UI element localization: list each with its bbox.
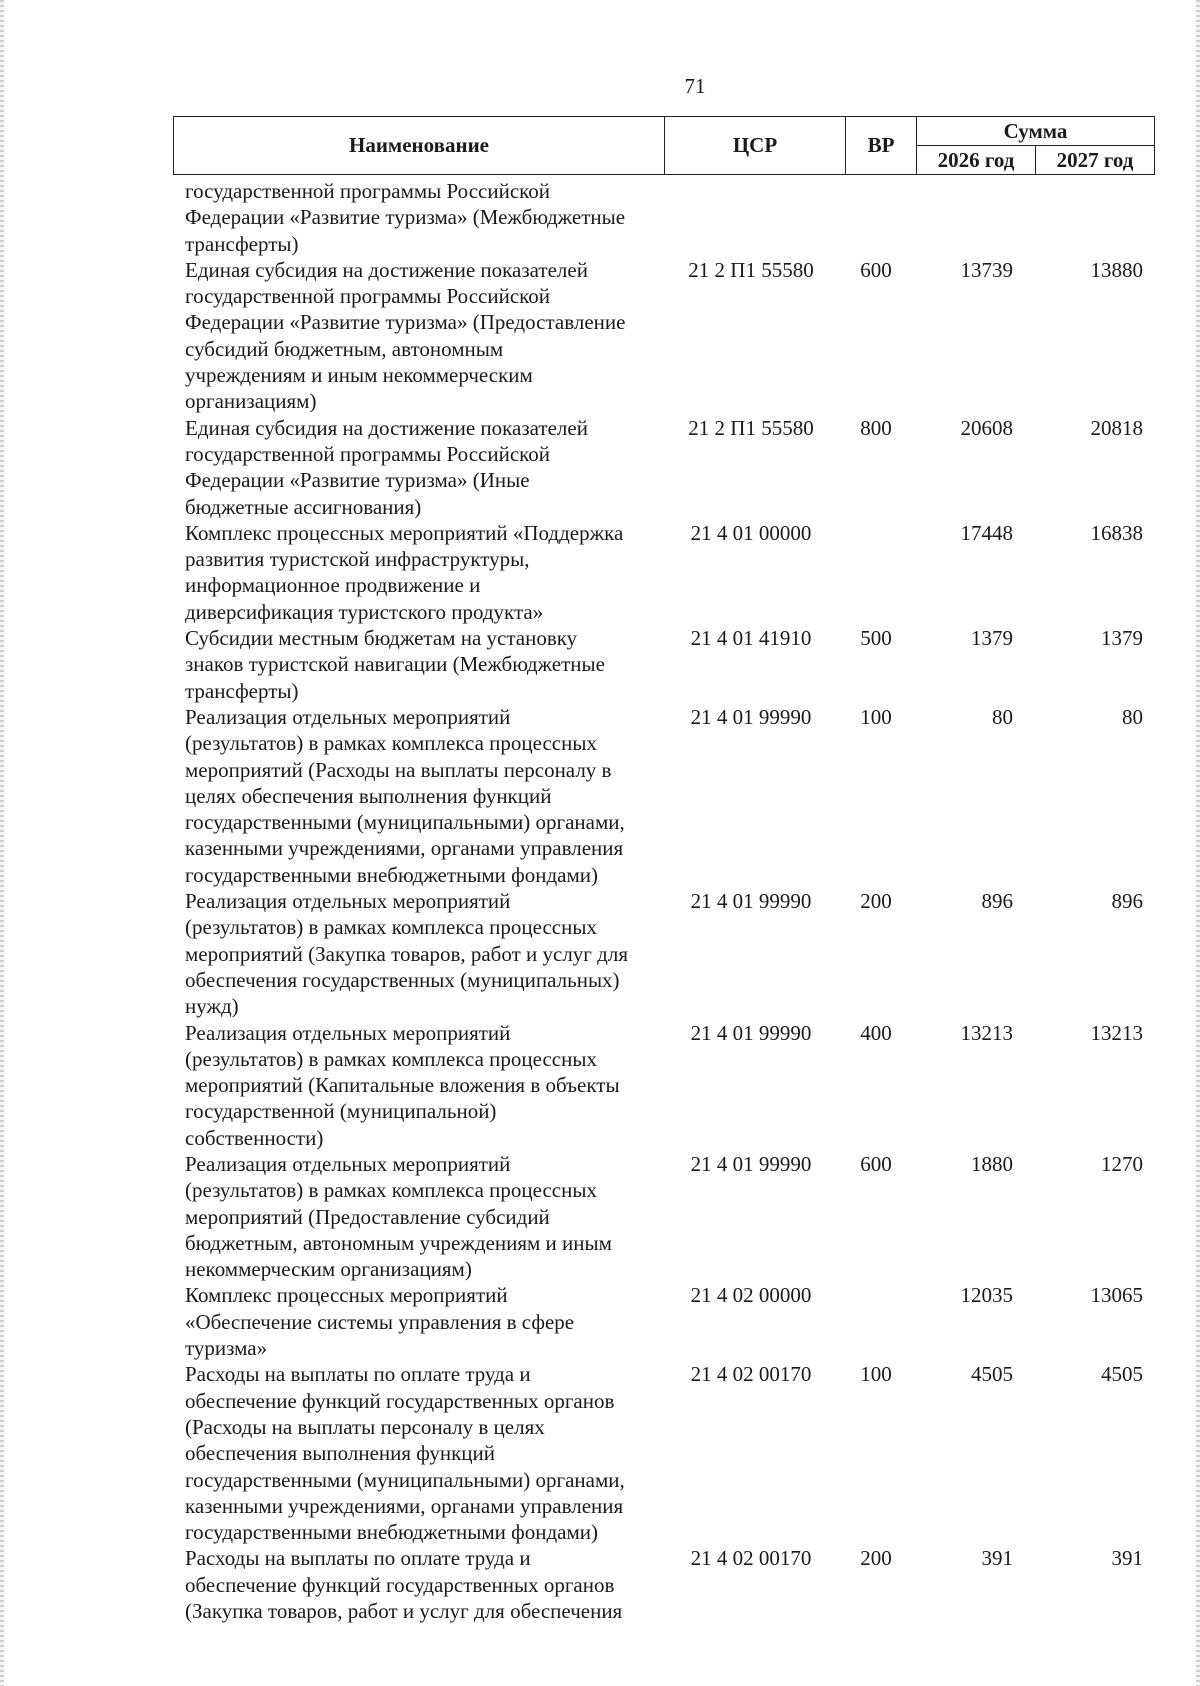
row-name-line: мероприятий (Капитальные вложения в объекты [185,1073,620,1098]
row-vr: 500 [860,626,892,651]
row-vr: 600 [860,257,892,282]
row-name-line: мероприятий (Закупка товаров, работ и услуг для [185,941,628,966]
row-sum-2026: 896 [981,889,1013,914]
row-csr: 21 2 П1 55580 [688,415,814,440]
row-sum-2026: 12035 [960,1283,1013,1308]
row-sum-2027: 391 [1111,1546,1143,1571]
row-name-line: мероприятий (Предоставление субсидий [185,1204,550,1229]
row-name [173,1020,661,1151]
table-row [173,520,1155,625]
row-name [173,415,661,520]
row-name-line: мероприятий (Расходы на выплаты персоналу в [185,757,612,782]
row-csr: 21 4 01 99990 [690,1020,812,1045]
row-name-line: Реализация отдельных мероприятий [185,889,511,914]
row-csr: 21 4 01 99990 [690,889,812,914]
table-row [173,415,1155,520]
row-csr: 21 4 02 00170 [690,1546,812,1571]
row-sum-2027: 1379 [1101,626,1143,651]
row-vr: 200 [860,1546,892,1571]
table-row [173,178,1155,257]
row-name-line: бюджетным, автономным учреждениям и иным [185,1230,612,1255]
row-sum-2027: 80 [1122,704,1143,729]
row-csr [661,178,841,257]
row-name-line: обеспечения выполнения функций [185,1441,496,1466]
row-sum-2026: 1880 [971,1151,1013,1176]
row-sum-2027: 13880 [1090,257,1143,282]
row-name-line: собственности) [185,1125,324,1150]
row-sum-2026: 4505 [971,1362,1013,1387]
row-name-line: (Закупка товаров, работ и услуг для обеспечения [185,1599,623,1624]
row-sum-2026 [911,178,1031,257]
row-name-line: учреждениям и иным некоммерческим [185,363,533,388]
table-row [173,257,1155,415]
row-vr [841,178,911,257]
row-sum-2026: 80 [992,704,1013,729]
row-sum-2027 [1031,178,1153,257]
row-name-line: (результатов) в рамках комплекса процессных [185,915,597,940]
row-name [173,1361,661,1545]
header-vr: ВР [846,117,917,175]
table-row [173,704,1155,888]
row-csr: 21 4 01 99990 [690,704,812,729]
row-sum-2026: 13739 [960,257,1013,282]
row-name-line: Федерации «Развитие туризма» (Межбюджетные [185,205,626,230]
scan-edge-right [1196,0,1200,1686]
row-name-line: казенными учреждениями, органами управления [185,1493,624,1518]
row-sum-2027: 13213 [1090,1020,1143,1045]
row-name-line: государственной программы Российской [185,441,551,466]
row-vr: 200 [860,889,892,914]
table-row [173,1282,1155,1361]
row-vr [841,520,911,625]
row-name-line: государственной программы Российской [185,284,551,309]
row-csr: 21 4 01 41910 [690,626,812,651]
row-sum-2027: 1270 [1101,1151,1143,1176]
row-name-line: государственными (муниципальными) органами, [185,1467,625,1492]
row-sum-2026: 391 [981,1546,1013,1571]
row-name-line: (результатов) в рамках комплекса процессных [185,731,597,756]
row-name-line: Единая субсидия на достижение показателей [185,257,588,282]
row-name-line: государственными внебюджетными фондами) [185,862,599,887]
row-name-line: Расходы на выплаты по оплате труда и [185,1546,531,1571]
header-csr: ЦСР [665,117,846,175]
row-name-line: Федерации «Развитие туризма» (Предоставление [185,310,626,335]
row-name-line: Федерации «Развитие туризма» (Иные [185,468,530,493]
row-sum-2027: 20818 [1090,415,1143,440]
row-csr: 21 4 02 00170 [690,1362,812,1387]
row-name-line: обеспечение функций государственных органов [185,1388,615,1413]
table-header [173,116,1155,175]
row-name-line: трансферты) [185,231,299,256]
scan-edge-left [0,0,4,1686]
row-name [173,888,661,1019]
row-name-line: (Расходы на выплаты персоналу в целях [185,1414,545,1439]
row-name-line: государственной программы Российской [185,179,551,203]
row-name-line: обеспечение функций государственных органов [185,1572,615,1597]
row-name-line: знаков туристской навигации (Межбюджетные [185,652,605,677]
row-name-line: нужд) [185,994,239,1019]
row-name [173,625,661,704]
row-csr: 21 2 П1 55580 [688,257,814,282]
row-name-line: Комплекс процессных мероприятий [185,1283,508,1308]
row-sum-2026: 1379 [971,626,1013,651]
row-name-line: (результатов) в рамках комплекса процессных [185,1046,597,1071]
header-sum: Сумма [917,117,1155,146]
row-vr: 100 [860,1362,892,1387]
row-name-line: государственной (муниципальной) [185,1099,497,1124]
row-vr: 800 [860,415,892,440]
table-row [173,1151,1155,1282]
table-row [173,625,1155,704]
row-name [173,1282,661,1361]
row-csr: 21 4 02 00000 [690,1283,812,1308]
row-name-line: Реализация отдельных мероприятий [185,704,511,729]
row-name-line: информационное продвижение и [185,573,481,598]
row-sum-2026: 13213 [960,1020,1013,1045]
row-name [173,1545,661,1624]
table-row [173,888,1155,1019]
row-name-line: Расходы на выплаты по оплате труда и [185,1362,531,1387]
row-vr [841,1282,911,1361]
row-name-line: трансферты) [185,678,299,703]
row-name-line: туризма» [185,1336,268,1361]
row-name [173,704,661,888]
row-name-line: некоммерческим организациям) [185,1257,472,1282]
row-name [173,178,661,257]
row-sum-2027: 16838 [1090,520,1143,545]
row-name-line: государственными внебюджетными фондами) [185,1520,599,1545]
row-csr: 21 4 01 99990 [690,1151,812,1176]
row-name-line: обеспечения государственных (муниципальных) [185,967,620,992]
row-name-line: Субсидии местным бюджетам на установку [185,626,578,651]
table-row [173,1020,1155,1151]
row-name [173,257,661,415]
row-name-line: целях обеспечения выполнения функций [185,783,552,808]
row-name-line: бюджетные ассигнования) [185,494,422,519]
row-sum-2027: 4505 [1101,1362,1143,1387]
row-name-line: субсидий бюджетным, автономным [185,336,504,361]
row-vr: 600 [860,1151,892,1176]
row-name-line: государственными (муниципальными) органами, [185,810,625,835]
table-row [173,1361,1155,1545]
row-name-line: «Обеспечение системы управления в сфере [185,1309,575,1334]
table-body [173,178,1155,1624]
row-sum-2026: 20608 [960,415,1013,440]
row-vr: 400 [860,1020,892,1045]
row-csr: 21 4 01 00000 [690,520,812,545]
row-name [173,520,661,625]
row-name-line: Комплекс процессных мероприятий «Поддержка [185,520,624,545]
page-number: 71 [684,74,706,98]
row-name-line: (результатов) в рамках комплекса процессных [185,1178,597,1203]
row-name-line: казенными учреждениями, органами управления [185,836,624,861]
row-sum-2027: 896 [1111,889,1143,914]
row-name-line: организациям) [185,389,317,414]
row-name-line: Реализация отдельных мероприятий [185,1020,511,1045]
table-row [173,1545,1155,1624]
row-name-line: развития туристской инфраструктуры, [185,547,530,572]
header-year-2026: 2026 год [917,146,1036,175]
row-sum-2026: 17448 [960,520,1013,545]
header-year-2027: 2027 год [1036,146,1155,175]
row-name-line: диверсификация туристского продукта» [185,599,544,624]
row-vr: 100 [860,704,892,729]
row-name-line: Реализация отдельных мероприятий [185,1151,511,1176]
row-sum-2027: 13065 [1090,1283,1143,1308]
row-name [173,1151,661,1282]
header-name: Наименование [174,117,665,175]
row-name-line: Единая субсидия на достижение показателей [185,415,588,440]
